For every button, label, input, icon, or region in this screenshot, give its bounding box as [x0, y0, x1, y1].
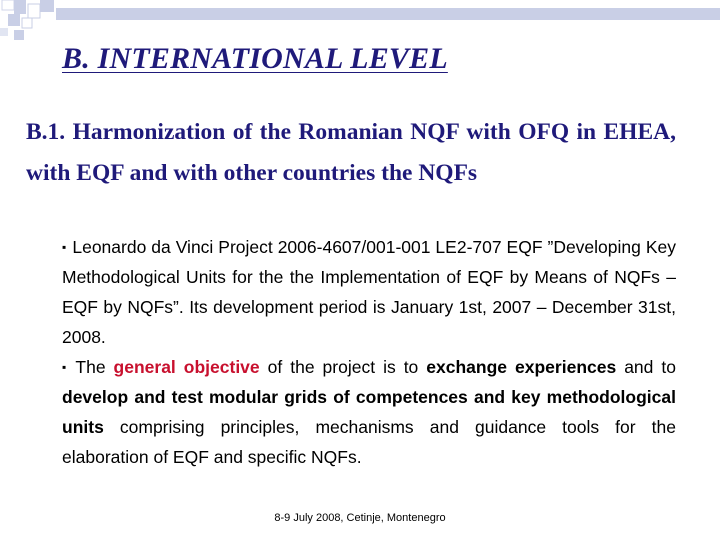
bullet-item-project — [62, 232, 676, 352]
exchange-experiences-highlight: exchange experiences — [426, 357, 617, 377]
general-objective-highlight: general objective — [113, 357, 260, 377]
slide-footer: 8-9 July 2008, Cetinje, Montenegro — [274, 512, 446, 524]
section-heading: B.1. Harmonization of the Romanian NQF with OFQ in EHEA, with EQF and with other countries the NQFs — [26, 119, 676, 186]
square-bullet-icon: ▪ — [62, 240, 67, 254]
objective-text-and: and to — [616, 357, 676, 377]
slide-title: B. INTERNATIONAL LEVEL — [62, 42, 448, 75]
bullet-item-objective — [62, 352, 676, 472]
develop-test-highlight: develop and test modular grids of competences and key methodological units — [62, 387, 676, 437]
slide-body — [62, 232, 676, 472]
square-bullet-icon: ▪ — [62, 360, 70, 374]
bullet-text-project: Leonardo da Vinci Project 2006-4607/001-001 LE2-707 EQF ”Developing Key Methodological Units for the the Implementation of EQF by Means of NQFs – EQF by NQFs”. Its development period is January 1st, 2007 – December 31st, 2008. — [62, 237, 676, 347]
objective-text-mid: of the project is to — [259, 357, 427, 377]
objective-text-end: comprising principles, mechanisms and guidance tools for the elaboration of EQF and specific NQFs. — [62, 417, 676, 467]
objective-text-intro: The — [75, 357, 114, 377]
